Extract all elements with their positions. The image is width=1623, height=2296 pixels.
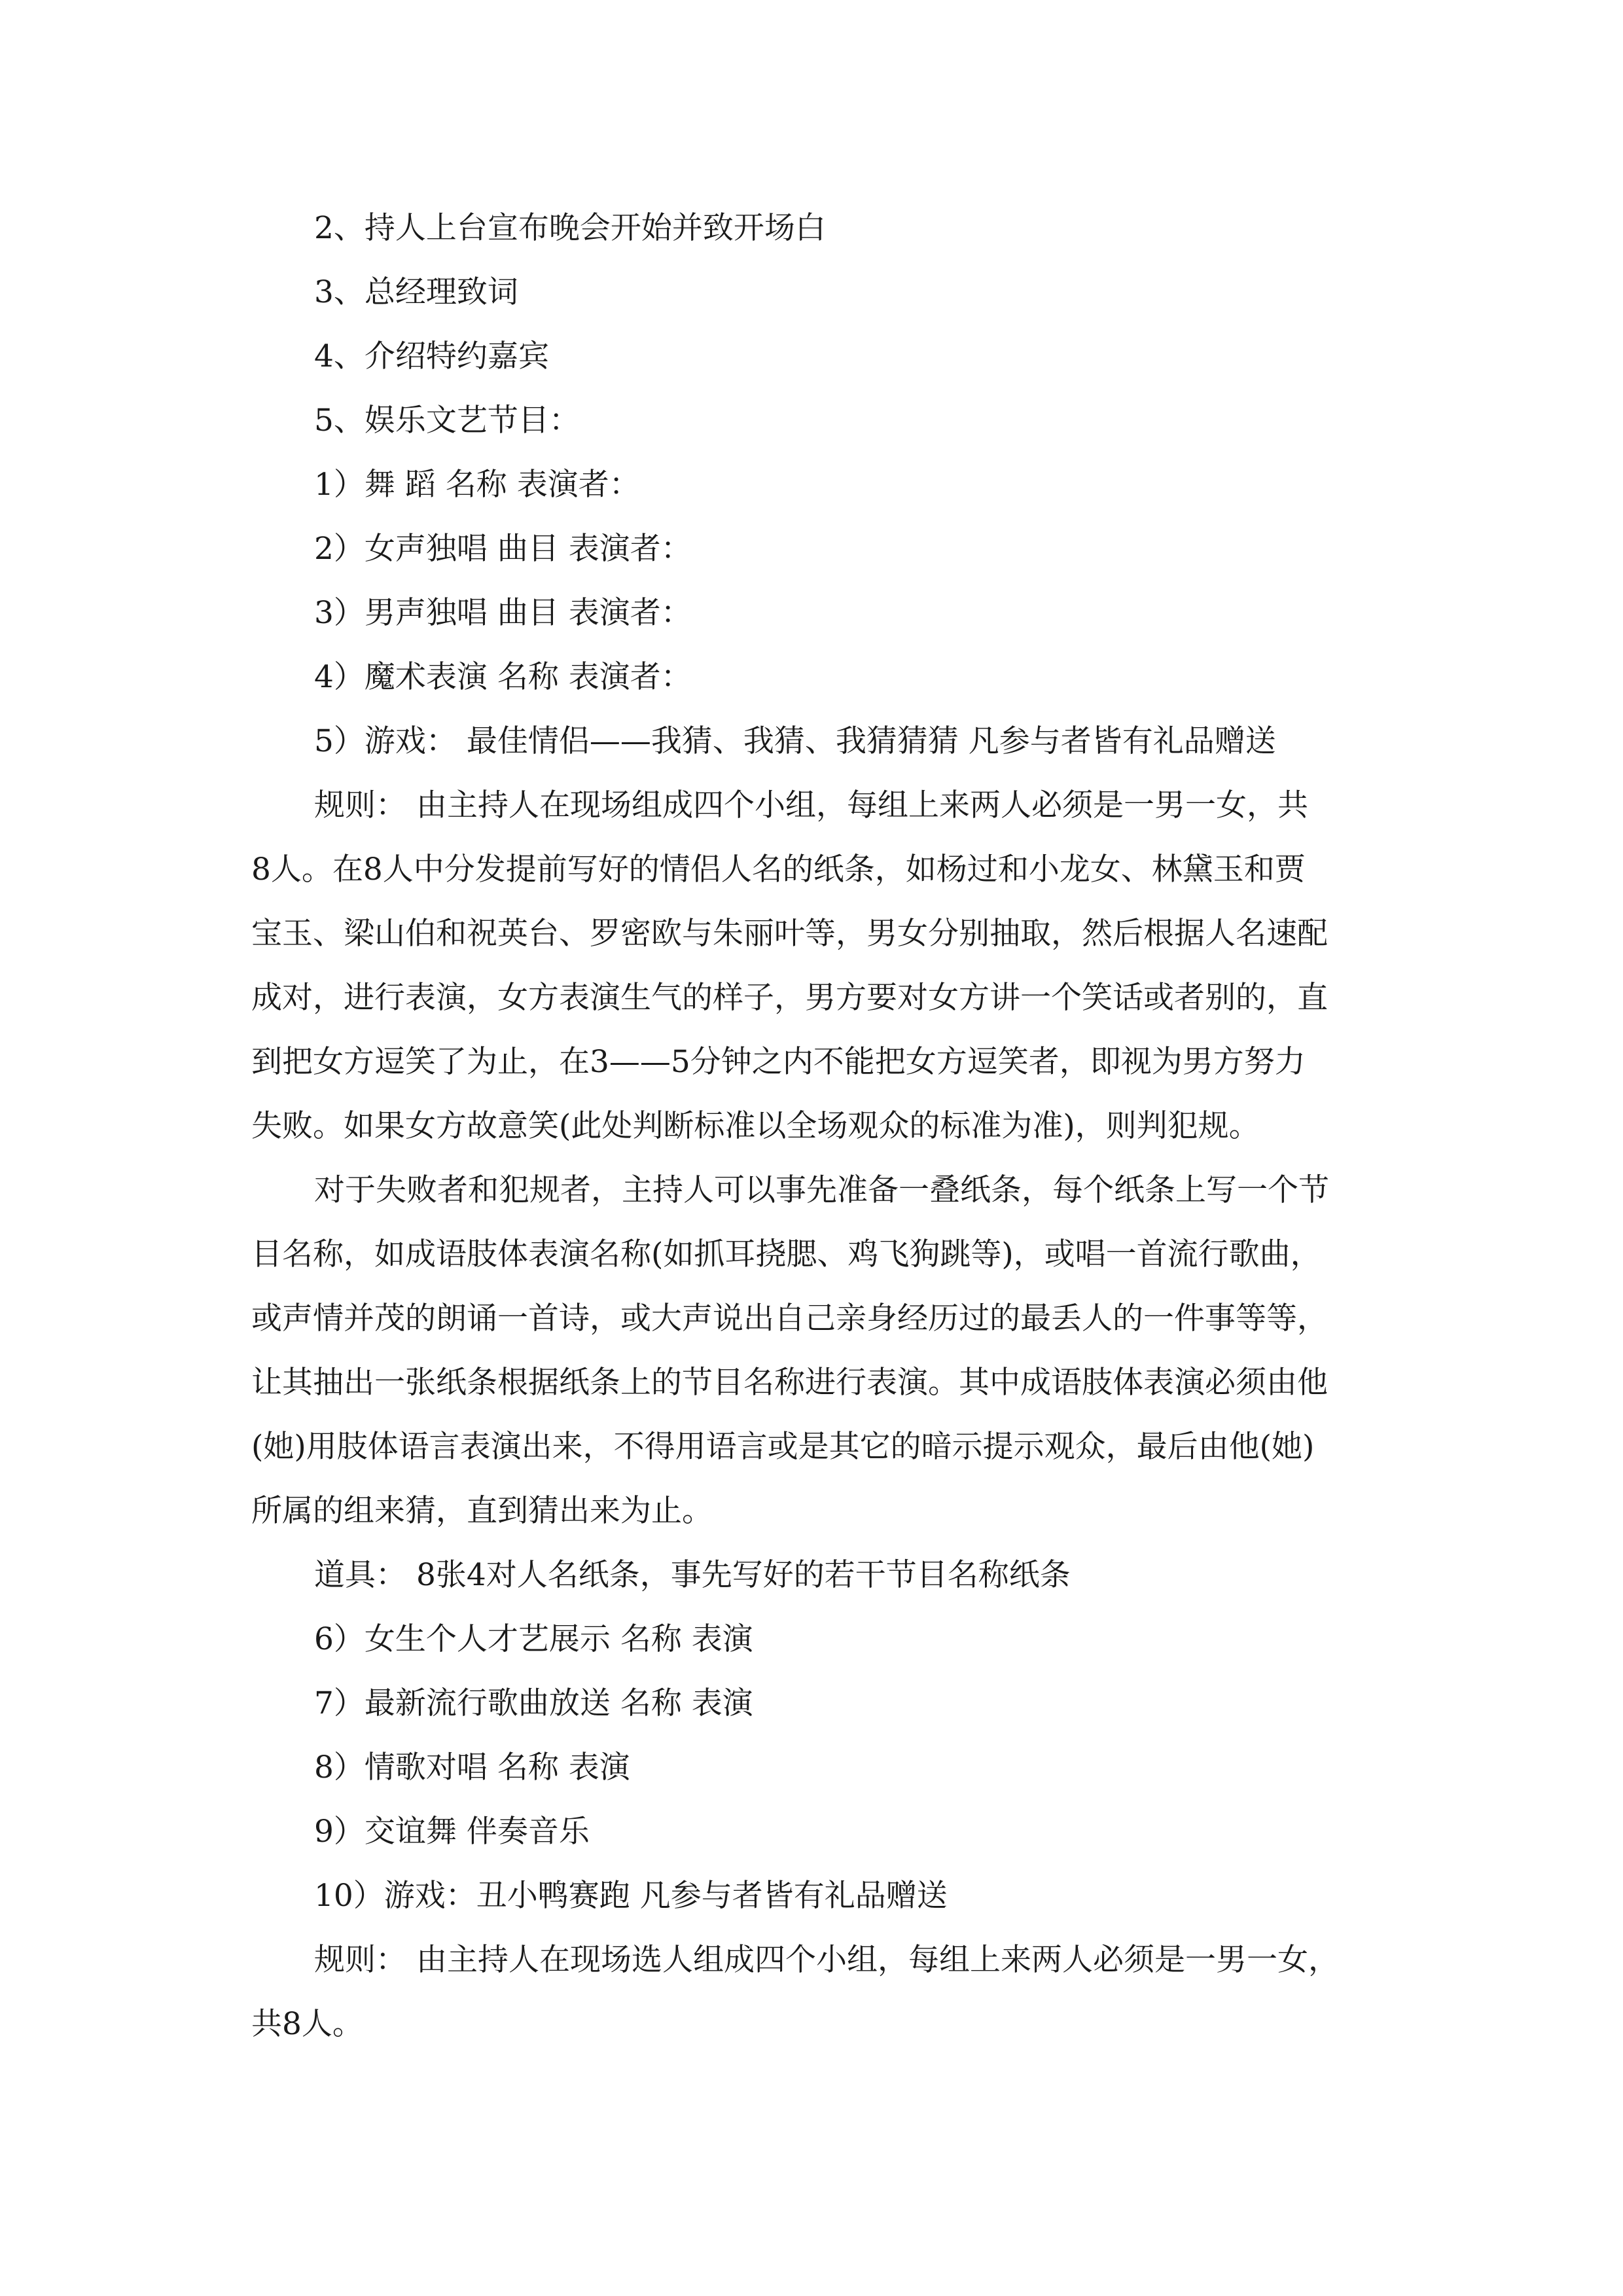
text-line: 宝玉、梁山伯和祝英台、罗密欧与朱丽叶等，男女分别抽取，然后根据人名速配	[251, 916, 1328, 952]
text-line: 规则： 由主持人在现场选人组成四个小组，每组上来两人必须是一男一女，	[314, 1942, 1339, 1978]
text-line: 9）交谊舞 伴奏音乐	[314, 1814, 590, 1850]
text-line: 让其抽出一张纸条根据纸条上的节目名称进行表演。其中成语肢体表演必须由他	[251, 1365, 1328, 1401]
text-line: 共8人。	[251, 2006, 363, 2042]
text-line: 或声情并茂的朗诵一首诗，或大声说出自己亲身经历过的最丢人的一件事等等，	[251, 1300, 1328, 1336]
text-line: 4、介绍特约嘉宾	[314, 338, 549, 374]
text-line: 8人。在8人中分发提前写好的情侣人名的纸条，如杨过和小龙女、林黛玉和贾	[251, 852, 1306, 888]
text-line: 10）游戏：丑小鸭赛跑 凡参与者皆有礼品赠送	[314, 1878, 948, 1914]
text-line: 7）最新流行歌曲放送 名称 表演	[314, 1685, 753, 1721]
text-line: 所属的组来猜，直到猜出来为止。	[251, 1493, 713, 1529]
text-line: 对于失败者和犯规者，主持人可以事先准备一叠纸条，每个纸条上写一个节	[314, 1172, 1329, 1208]
text-line: 目名称，如成语肢体表演名称(如抓耳挠腮、鸡飞狗跳等)，或唱一首流行歌曲，	[251, 1236, 1321, 1272]
document-body	[251, 196, 1390, 2056]
text-line: 2、持人上台宣布晚会开始并致开场白	[314, 210, 826, 246]
text-line: 6）女生个人才艺展示 名称 表演	[314, 1621, 753, 1657]
text-line: 2）女声独唱 曲目 表演者：	[314, 531, 692, 567]
text-line: 4）魔术表演 名称 表演者：	[314, 659, 692, 695]
text-line: 3）男声独唱 曲目 表演者：	[314, 595, 692, 631]
text-line: 道具： 8张4对人名纸条，事先写好的若干节目名称纸条	[314, 1557, 1071, 1593]
text-line: 规则： 由主持人在现场组成四个小组，每组上来两人必须是一男一女，共	[314, 787, 1308, 823]
text-line: 成对，进行表演，女方表演生气的样子，男方要对女方讲一个笑话或者别的，直	[251, 980, 1328, 1016]
text-line: 到把女方逗笑了为止，在3——5分钟之内不能把女方逗笑者，即视为男方努力	[251, 1044, 1306, 1080]
text-line: 3、总经理致词	[314, 274, 518, 310]
text-line: 5）游戏： 最佳情侣——我猜、我猜、我猜猜猜 凡参与者皆有礼品赠送	[314, 723, 1276, 759]
text-line: 5、娱乐文艺节目：	[314, 403, 580, 439]
text-line: 8）情歌对唱 名称 表演	[314, 1749, 630, 1785]
text-line: 失败。如果女方故意笑(此处判断标准以全场观众的标准为准)，则判犯规。	[251, 1108, 1260, 1144]
text-line: (她)用肢体语言表演出来，不得用语言或是其它的暗示提示观众，最后由他(她)	[251, 1429, 1315, 1465]
text-line: 1）舞 蹈 名称 表演者：	[314, 467, 640, 503]
